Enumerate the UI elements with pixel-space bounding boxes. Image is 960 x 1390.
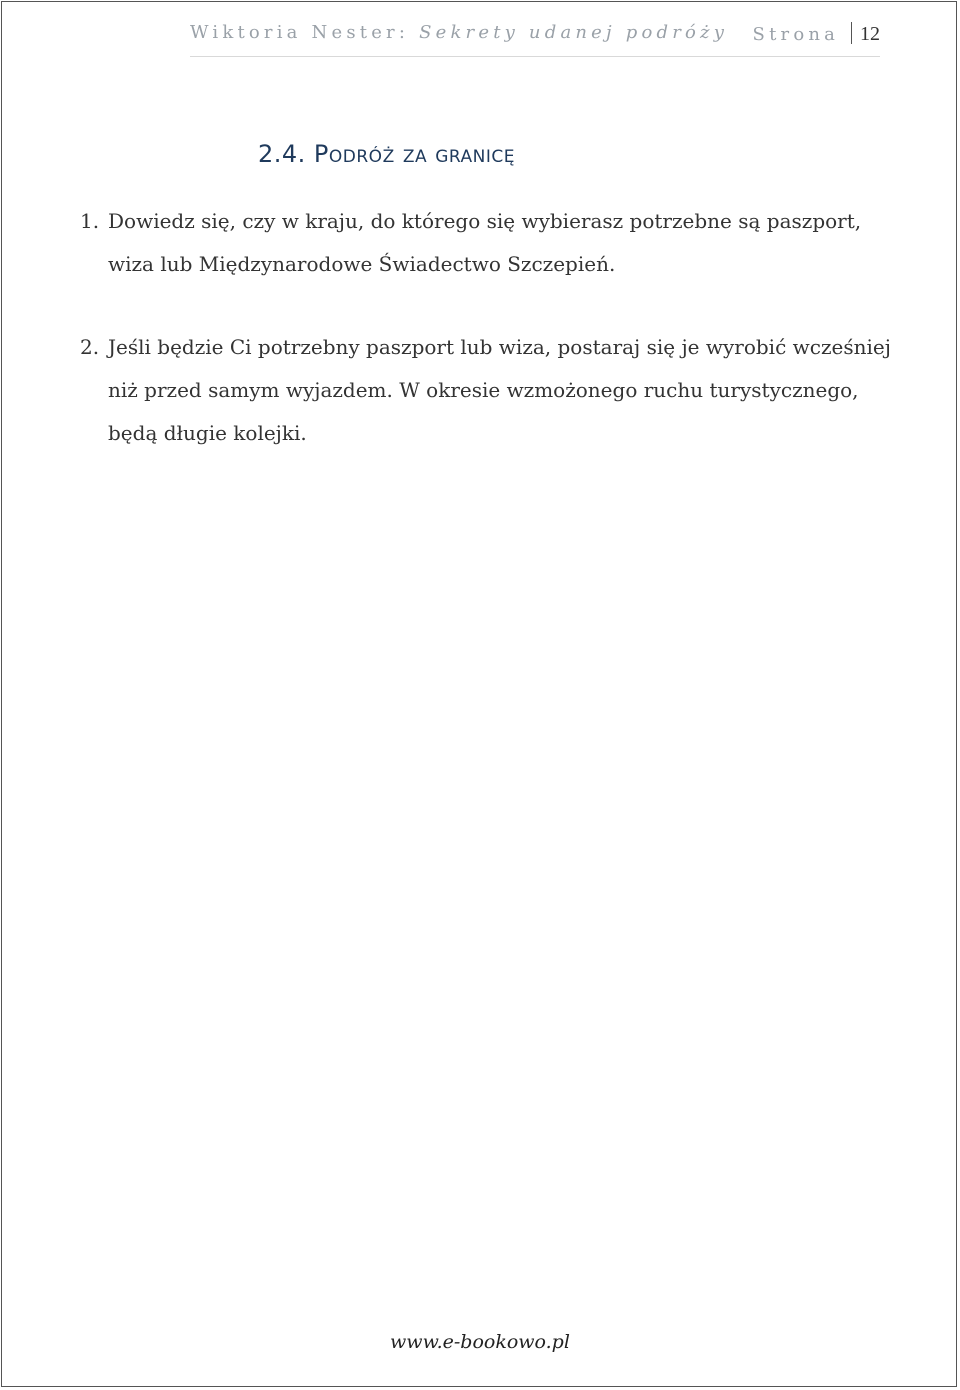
list-item-number: 2. <box>80 335 100 359</box>
header-page-label: Strona <box>752 24 840 45</box>
header-page-number: 12 <box>860 23 880 45</box>
list-item-text: Jeśli będzie Ci potrzebny paszport lub wiza, postaraj się je wyrobić wcześniej niż przed samym wyjazdem. W okresie wzmożonego ruchu turystycznego, będą długie kolejki. <box>108 335 891 445</box>
header-page-indicator <box>753 22 880 46</box>
footer-website: www.e-bookowo.pl <box>390 1331 570 1353</box>
list-item <box>80 200 900 286</box>
header-author: Wiktoria Nester: <box>190 22 410 43</box>
page-header <box>190 20 880 57</box>
numbered-list <box>80 200 900 455</box>
list-item <box>80 326 900 455</box>
list-item-text: Dowiedz się, czy w kraju, do którego się wybierasz potrzebne są paszport, wiza lub Międzynarodowe Świadectwo Szczepień. <box>108 209 862 276</box>
header-title <box>190 22 728 43</box>
section-title: 2.4. Podróż za granicę <box>258 140 516 168</box>
list-item-number: 1. <box>80 209 100 233</box>
header-book-title: Sekrety udanej podróży <box>419 22 729 43</box>
header-separator <box>851 22 852 44</box>
